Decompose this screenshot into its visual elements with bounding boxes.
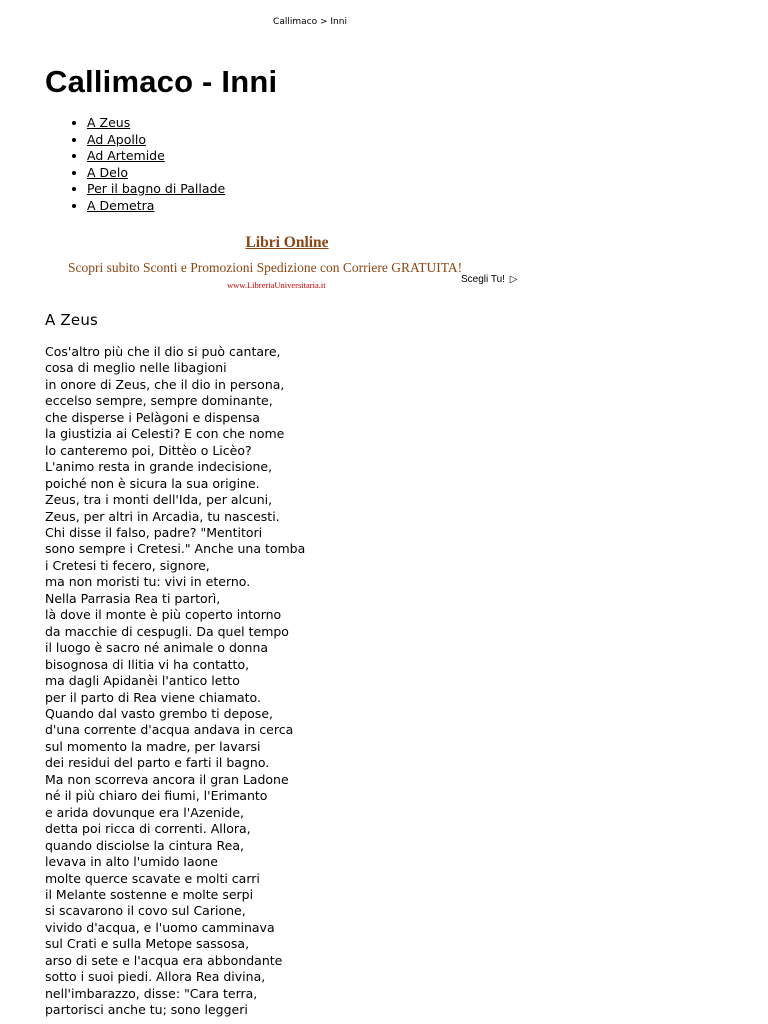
- poem-line: da macchie di cespugli. Da quel tempo: [45, 623, 289, 639]
- toc-item-ad-apollo: [87, 132, 225, 149]
- poem-line: levava in alto l'umido Iaone: [45, 854, 218, 870]
- poem-line: né il più chiaro dei fiumi, l'Erimanto: [45, 788, 268, 804]
- poem-line: Ma non scorreva ancora il gran Ladone: [45, 771, 289, 787]
- toc-item-a-delo: [87, 165, 225, 182]
- poem-line: là dove il monte è più coperto intorno: [45, 607, 282, 623]
- poem-line: per il parto di Rea viene chiamato.: [45, 689, 261, 705]
- poem-text: [45, 344, 365, 1019]
- poem-line: i Cretesi ti fecero, signore,: [45, 557, 210, 573]
- toc-item-a-demetra: [87, 198, 225, 215]
- ad-banner[interactable]: [60, 232, 530, 292]
- poem-line: Zeus, tra i monti dell'Ida, per alcuni,: [45, 492, 273, 508]
- toc-item-pallade: [87, 181, 225, 198]
- section-title: A Zeus: [45, 311, 99, 329]
- poem-line: Zeus, per altri in Arcadia, tu nascesti.: [45, 508, 280, 524]
- poem-line: bisognosa di Ilitia vi ha contatto,: [45, 656, 250, 672]
- poem-line: d'una corrente d'acqua andava in cerca: [45, 722, 294, 738]
- breadcrumb-separator: >: [319, 17, 328, 27]
- page-title: Callimaco - Inni: [45, 64, 278, 99]
- ad-text[interactable]: Scopri subito Sconti e Promozioni Spedizione con Corriere GRATUITA!: [68, 260, 463, 275]
- toc-link-pallade[interactable]: Per il bagno di Pallade: [87, 181, 226, 196]
- toc-link-ad-artemide[interactable]: Ad Artemide: [87, 148, 165, 163]
- ad-choices-button[interactable]: [461, 274, 517, 285]
- poem-line: L'animo resta in grande indecisione,: [45, 459, 273, 475]
- toc-item-a-zeus: [87, 115, 225, 132]
- poem-line: sul Crati e sulla Metope sassosa,: [45, 936, 250, 952]
- poem-line: nell'imbarazzo, disse: "Cara terra,: [45, 985, 258, 1001]
- poem-line: in onore di Zeus, che il dio in persona,: [45, 376, 285, 392]
- poem-line: sono sempre i Cretesi." Anche una tomba: [45, 541, 306, 557]
- poem-line: dei residui del parto e farti il bagno.: [45, 755, 270, 771]
- poem-line: vivido d'acqua, e l'uomo camminava: [45, 919, 275, 935]
- poem-line: sotto i suoi piedi. Allora Rea divina,: [45, 969, 266, 985]
- toc-link-a-delo[interactable]: A Delo: [87, 164, 128, 180]
- poem-line: eccelso sempre, sempre dominante,: [45, 393, 273, 409]
- poem-line: molte querce scavate e molti carri: [45, 870, 260, 886]
- ad-url[interactable]: www.LibreriaUniversitaria.it: [227, 280, 326, 290]
- breadcrumb-current: Inni: [330, 17, 347, 27]
- poem-line: Chi disse il falso, padre? "Mentitori: [45, 524, 263, 540]
- adchoices-play-icon: ▷: [509, 274, 518, 285]
- breadcrumb: [0, 17, 620, 27]
- poem-line: cosa di meglio nelle libagioni: [45, 360, 227, 376]
- poem-line: il Melante sostenne e molte serpi: [45, 886, 254, 902]
- poem-line: Cos'altro più che il dio si può cantare,: [45, 344, 281, 359]
- poem-line: si scavarono il covo sul Carione,: [45, 903, 246, 919]
- poem-line: il luogo è sacro né animale o donna: [45, 640, 269, 656]
- poem-line: quando disciolse la cintura Rea,: [45, 837, 244, 853]
- poem-line: ma non moristi tu: vivi in eterno.: [45, 574, 251, 590]
- toc-link-a-demetra[interactable]: A Demetra: [87, 197, 155, 213]
- toc-link-ad-apollo[interactable]: Ad Apollo: [87, 131, 146, 147]
- toc-item-ad-artemide: [87, 148, 225, 165]
- poem-line: che disperse i Pelàgoni e dispensa: [45, 409, 260, 425]
- poem-line: sul momento la madre, per lavarsi: [45, 738, 261, 754]
- poem-line: arso di sete e l'acqua era abbondante: [45, 952, 283, 968]
- ad-title[interactable]: Libri Online: [245, 234, 329, 251]
- poem-line: poiché non è sicura la sua origine.: [45, 475, 260, 491]
- breadcrumb-parent[interactable]: Callimaco: [273, 17, 318, 27]
- poem-line: ma dagli Apidanèi l'antico letto: [45, 673, 240, 689]
- toc-link-a-zeus[interactable]: A Zeus: [87, 115, 131, 130]
- poem-line: Nella Parrasia Rea ti partorì,: [45, 590, 221, 606]
- poem-line: partorisci anche tu; sono leggeri: [45, 1002, 248, 1018]
- poem-line: Quando dal vasto grembo ti depose,: [45, 705, 273, 721]
- poem-line: la giustizia ai Celesti? E con che nome: [45, 426, 285, 442]
- poem-line: lo canteremo poi, Dittèo o Licèo?: [45, 442, 252, 458]
- poem-line: e arida dovunque era l'Azenide,: [45, 804, 245, 820]
- poem-line: detta poi ricca di correnti. Allora,: [45, 821, 251, 837]
- table-of-contents: [45, 115, 225, 214]
- ad-choices-label: Scegli Tu!: [461, 274, 505, 285]
